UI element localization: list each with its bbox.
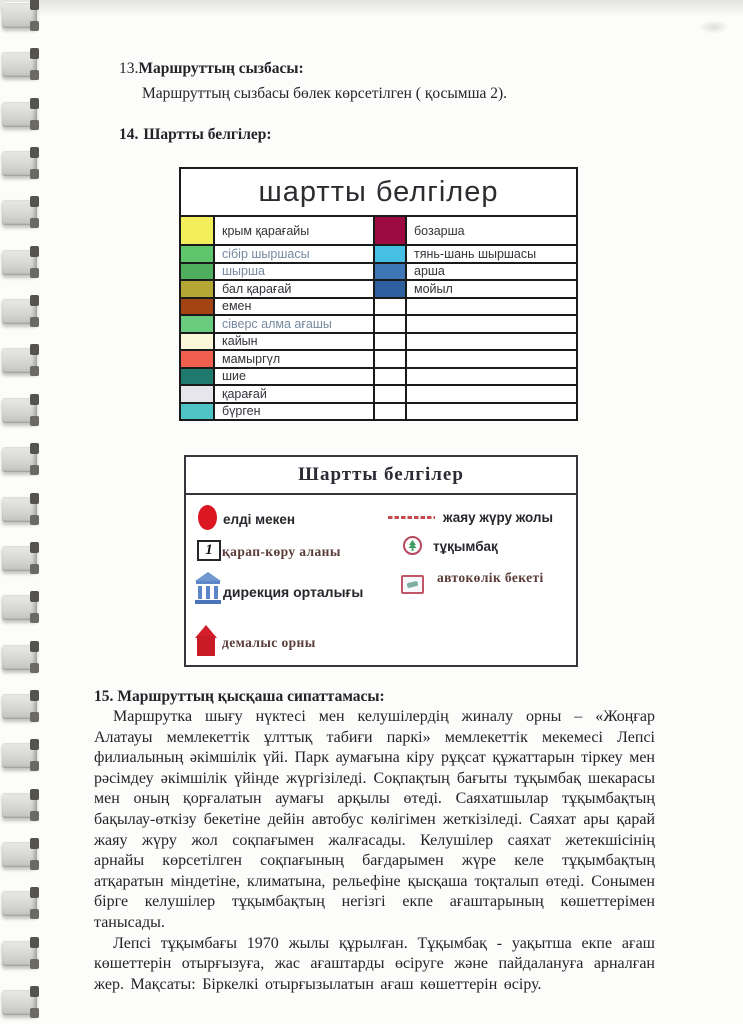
tree-color-swatch [181,246,213,262]
section-13-number: 13. [119,60,139,77]
scan-top-shadow [0,0,743,16]
legend-item-label: дирекция орталығы [223,584,364,600]
tree-color-swatch [375,404,405,420]
binding-ring [2,792,37,818]
tree-species-label: қарағай [215,386,373,402]
section-14-title: Шартты белгілер: [143,126,272,143]
binding-ring [2,2,37,28]
tree-species-label: тянь-шань шыршасы [407,246,576,262]
vehicle-station-box-icon [401,575,424,594]
section-13-body: Маршруттың сызбасы бөлек көрсетілген ( қосымша 2). [142,85,508,102]
legend-item-label: елді мекен [223,512,296,527]
nursery-tree-circle-icon [403,536,422,555]
tree-species-label: мойыл [407,281,576,297]
tree-species-label [407,351,576,367]
binding-ring [2,989,37,1015]
legend-item-label: қарап-көру аланы [222,544,341,559]
tree-species-label [407,386,576,402]
tree-color-swatch [375,316,405,332]
tree-color-swatch [375,264,405,280]
tree-species-label: кайын [215,334,373,350]
vehicle-glyph [407,581,419,589]
tree-species-label: арша [407,264,576,280]
tree-species-label: сіверс алма ағашы [215,316,373,332]
binding-ring [2,298,37,324]
binding-ring [2,249,37,275]
settlement-oval-icon [198,505,217,530]
tree-species-label [407,404,576,420]
scan-smudge [699,20,729,34]
tree-color-swatch [181,281,213,297]
tree-species-label: шие [215,369,373,385]
binding-ring [2,742,37,768]
tree-species-label: бал қарағай [215,281,373,297]
section-14-heading [119,126,272,144]
legend-item-label: тұқымбақ [433,539,498,554]
description-paragraph-2: Лепсі тұқымбағы 1970 жылы құрылған. Тұқымбақ - уақытша екпе ағаш көшеттерін отырғызуға, жас ағаштарды өсіруге және пайдалануға арналған жер. Мақсаты: Біркелкі отырғызылатын ағаш көшеттерін өсіру. [94,934,655,993]
house-icon [195,625,217,656]
section-13-heading [119,60,304,78]
description-paragraph-1: Маршрутка шығу нүктесі мен келушілердің жиналу орны – «Жоңғар Алатауы мемлекеттік ұлттық табиғи паркі» мемлекеттік мекемесі Лепсі филиалының әкімшілік үйі. Парк аумағына кіру рұқсат құжаттарын тіркеу мен рәсімдеу әкімшілік үйінде жүргізіледі. Соқпақтың бағыты тұқымбақ шекарасы мен оның қорғалатын аумағы арқылы өтеді. Саяхатшылар тұқымбақтың бақылау-өткізу бекетіне дейін автобус көлігімен жеткізіледі. Саяхат ары қарай жаяу жүру жол соқпағымен жалғасады. Келушілер саяхат жетекшісінің арнайы көрсетілген соқпағының бағдарымен жүре келе тұқымбақтың атқаратын міндетіне, климатына, рельефіне қысқаша тоқталып өтеді. Сонымен бірге келушілер тұқымбақтың негізгі екпе ағаштарының көшеттерімен танысады. [94,708,655,931]
legend-item-label: автокөлік бекеті [437,570,544,585]
tree-species-label: бозарша [407,217,576,244]
tree-species-label: бүрген [215,404,373,420]
tree-color-swatch [181,369,213,385]
map-symbols-title: Шартты белгілер [186,457,576,495]
tree-color-swatch [181,316,213,332]
tree-color-swatch [181,264,213,280]
binding-ring [2,594,37,620]
tree-color-swatch [181,404,213,420]
tree-color-swatch [375,246,405,262]
scan-bottom-edge [0,1015,743,1024]
viewpoint-number: 1 [205,542,213,558]
map-symbols-legend-box [184,455,578,667]
section-15-title: Маршруттың қысқаша сипаттамасы: [117,688,385,705]
binding-ring [2,150,37,176]
tree-color-swatch [375,334,405,350]
legend-item-label: демалыс орны [222,635,316,650]
binding-ring [2,545,37,571]
map-symbols-body [186,495,576,665]
dashed-path-icon [388,516,435,519]
binding-ring [2,397,37,423]
tree-sprout-glyph [408,540,417,551]
binding-ring [2,199,37,225]
section-14-number: 14. [119,126,139,143]
tree-legend-grid [181,217,576,419]
tree-species-label: сібір шыршасы [215,246,373,262]
tree-color-swatch [181,217,213,244]
tree-species-label: шырша [215,264,373,280]
tree-color-swatch [375,281,405,297]
viewpoint-number-box-icon [197,540,221,561]
tree-color-swatch [375,351,405,367]
tree-color-swatch [375,217,405,244]
binding-ring [2,890,37,916]
binding-ring [2,841,37,867]
binding-ring [2,446,37,472]
section-15-heading [94,688,385,706]
tree-species-label [407,369,576,385]
route-description-text [94,707,655,995]
spiral-binding [0,0,46,1024]
portico-building-icon [195,572,221,604]
tree-color-swatch [181,334,213,350]
binding-ring [2,940,37,966]
tree-species-label: мамыргүл [215,351,373,367]
binding-ring [2,644,37,670]
tree-species-label [407,316,576,332]
binding-ring [2,347,37,373]
tree-color-swatch [181,351,213,367]
section-13-title: Маршруттың сызбасы: [138,60,304,77]
legend-item-label: жаяу жүру жолы [443,510,554,525]
tree-color-swatch [375,369,405,385]
tree-color-swatch [375,386,405,402]
binding-ring [2,496,37,522]
tree-color-swatch [181,299,213,315]
tree-color-swatch [375,299,405,315]
tree-color-legend-table [179,167,578,421]
section-15-number: 15. [94,688,114,705]
tree-legend-title: шартты белгілер [181,169,576,217]
tree-species-label: крым қарағайы [215,217,373,244]
tree-color-swatch [181,386,213,402]
tree-species-label: емен [215,299,373,315]
binding-ring [2,101,37,127]
binding-ring [2,693,37,719]
tree-species-label [407,299,576,315]
tree-species-label [407,334,576,350]
binding-ring [2,51,37,77]
